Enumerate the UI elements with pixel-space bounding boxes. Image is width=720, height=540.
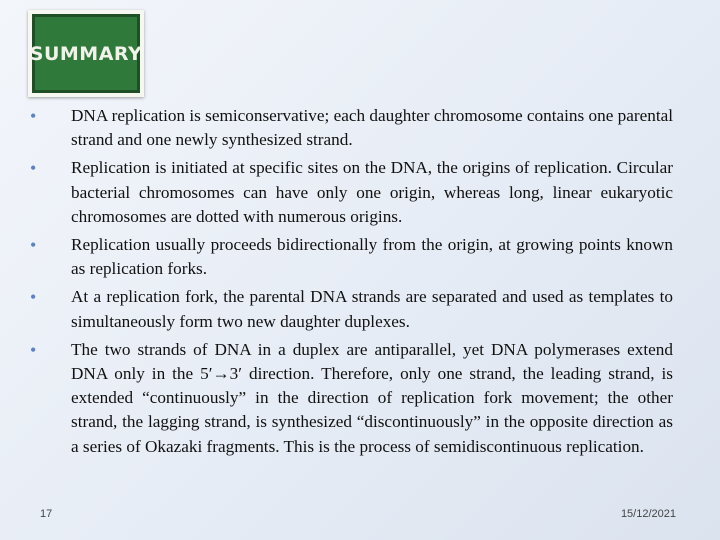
bullet-icon: • [30, 235, 37, 256]
list-item [30, 233, 673, 281]
bullet-icon: • [30, 158, 37, 179]
logo-text: SUMMARY [29, 42, 143, 65]
list-item [30, 156, 673, 229]
chalkboard-image [29, 14, 143, 93]
list-item-text: DNA replication is semiconservative; each daughter chromosome contains one parental strand and one newly synthesized strand. [71, 106, 673, 150]
summary-logo [28, 10, 144, 97]
bullet-icon: • [30, 339, 37, 360]
bullet-list [30, 104, 673, 463]
bullet-icon: • [30, 106, 37, 126]
list-item [30, 338, 673, 459]
list-item-text: Replication usually proceeds bidirectionally from the origin, at growing points known as replication forks. [71, 235, 673, 279]
footer-date: 15/12/2021 [620, 508, 676, 520]
list-item-text: At a replication fork, the parental DNA strands are separated and used as templates to simultaneously form two new daughter duplexes. [71, 287, 673, 331]
list-item-text: The two strands of DNA in a duplex are antiparallel, yet DNA polymerases extend DNA only in the 5′→3′ direction. Therefore, only one strand, the leading strand, is extended “continuously” in the direction of replication fork movement; the other strand, the lagging strand, is synthesized “discontinuously” in the opposite direction as a series of Okazaki fragments. This is the process of semidiscontinuous replication. [71, 339, 673, 456]
page-number: 17 [40, 508, 53, 520]
list-item [30, 285, 673, 333]
list-item [30, 104, 673, 152]
bullet-icon: • [30, 287, 37, 308]
list-item-text: Replication is initiated at specific sites on the DNA, the origins of replication. Circular bacterial chromosomes can have only one origin, whereas long, linear eukaryotic chromosomes are dotted with numerous origins. [71, 158, 673, 226]
